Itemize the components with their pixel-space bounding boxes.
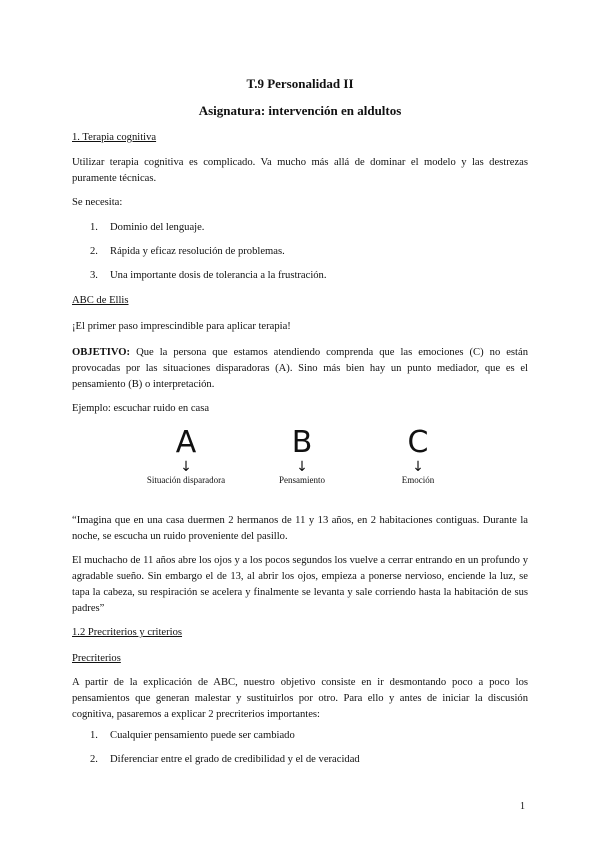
diagram-caption-b: Pensamiento bbox=[279, 475, 325, 485]
list-text: Rápida y eficaz resolución de problemas. bbox=[110, 246, 285, 257]
list-number: 1. bbox=[90, 730, 98, 741]
list-item bbox=[90, 244, 510, 260]
list-number: 1. bbox=[90, 222, 98, 233]
list-item bbox=[90, 268, 510, 284]
diagram-letter-c: C bbox=[407, 425, 429, 460]
paragraph-ejemplo-relato-1: “Imagina que en una casa duermen 2 hermanos de 11 y 13 años, en 2 habitaciones contiguas. Durante la noche, se escucha un ruido proveniente del pasillo. bbox=[72, 515, 528, 542]
list-number: 3. bbox=[90, 270, 98, 281]
paragraph-primer-paso: ¡El primer paso imprescindible para aplicar terapia! bbox=[72, 321, 291, 332]
list-item bbox=[90, 220, 510, 236]
diagram-caption-c: Emoción bbox=[401, 475, 435, 485]
paragraph-se-necesita: Se necesita: bbox=[72, 197, 123, 208]
arrow-down-icon: ↓ bbox=[412, 459, 424, 475]
subsection-heading-precriterios: Precriterios bbox=[72, 653, 121, 664]
diagram-caption-a: Situación disparadora bbox=[146, 475, 226, 485]
paragraph-ejemplo: Ejemplo: escuchar ruido en casa bbox=[72, 403, 210, 414]
objetivo-label: OBJETIVO: bbox=[72, 347, 131, 358]
list-item bbox=[90, 752, 510, 768]
abc-diagram bbox=[140, 426, 460, 498]
diagram-node-a bbox=[146, 426, 226, 485]
list-number: 2. bbox=[90, 754, 98, 765]
list-text: Dominio del lenguaje. bbox=[110, 222, 205, 233]
document-title: T.9 Personalidad II bbox=[246, 76, 354, 91]
list-text: Diferenciar entre el grado de credibilidad y el de veracidad bbox=[110, 754, 360, 765]
arrow-down-icon: ↓ bbox=[296, 459, 308, 475]
diagram-letter-b: B bbox=[291, 425, 313, 460]
section-heading-precriterios-criterios: 1.2 Precriterios y criterios bbox=[72, 627, 183, 638]
list-text: Una importante dosis de tolerancia a la frustración. bbox=[110, 270, 327, 281]
list-text: Cualquier pensamiento puede ser cambiado bbox=[110, 730, 295, 741]
section-heading-abc-ellis: ABC de Ellis bbox=[72, 295, 129, 306]
diagram-node-c bbox=[378, 426, 458, 485]
paragraph-precriterios: A partir de la explicación de ABC, nuestro objetivo consiste en ir desmontando poco a poco los pensamientos que generan malestar y sustituirlos por otro. Para ello y antes de iniciar la discusión cognitiva, pasaremos a explicar 2 precriterios importantes: bbox=[72, 677, 528, 720]
paragraph-objetivo bbox=[72, 345, 528, 393]
list-number: 2. bbox=[90, 246, 98, 257]
document-subtitle: Asignatura: intervención en aldultos bbox=[198, 103, 402, 118]
paragraph-ejemplo-relato-2: El muchacho de 11 años abre los ojos y a los pocos segundos los vuelve a cerrar entrando en un profundo y agradable sueño. Sin embargo el de 13, al abrir los ojos, empieza a ponerse nervioso, enciende la luz, se tapa la cabeza, su respiración se acelera y finalmente se levanta y sale corriendo hasta la habitación de sus padres” bbox=[72, 555, 528, 614]
arrow-down-icon: ↓ bbox=[180, 459, 192, 475]
page-number: 1 bbox=[520, 801, 525, 812]
list-item bbox=[90, 728, 510, 744]
objetivo-text: Que la persona que estamos atendiendo comprenda que las emociones (C) no están provocadas por las situaciones disparadoras (A). Sino más bien hay un punto mediador, que es el pensamiento (B) o interpretación. bbox=[72, 347, 528, 390]
diagram-node-b bbox=[262, 426, 342, 485]
paragraph-intro: Utilizar terapia cognitiva es complicado. Va mucho más allá de dominar el modelo y las destrezas puramente técnicas. bbox=[72, 157, 528, 184]
diagram-letter-a: A bbox=[175, 425, 197, 460]
section-heading-terapia-cognitiva: 1. Terapia cognitiva bbox=[72, 132, 157, 143]
